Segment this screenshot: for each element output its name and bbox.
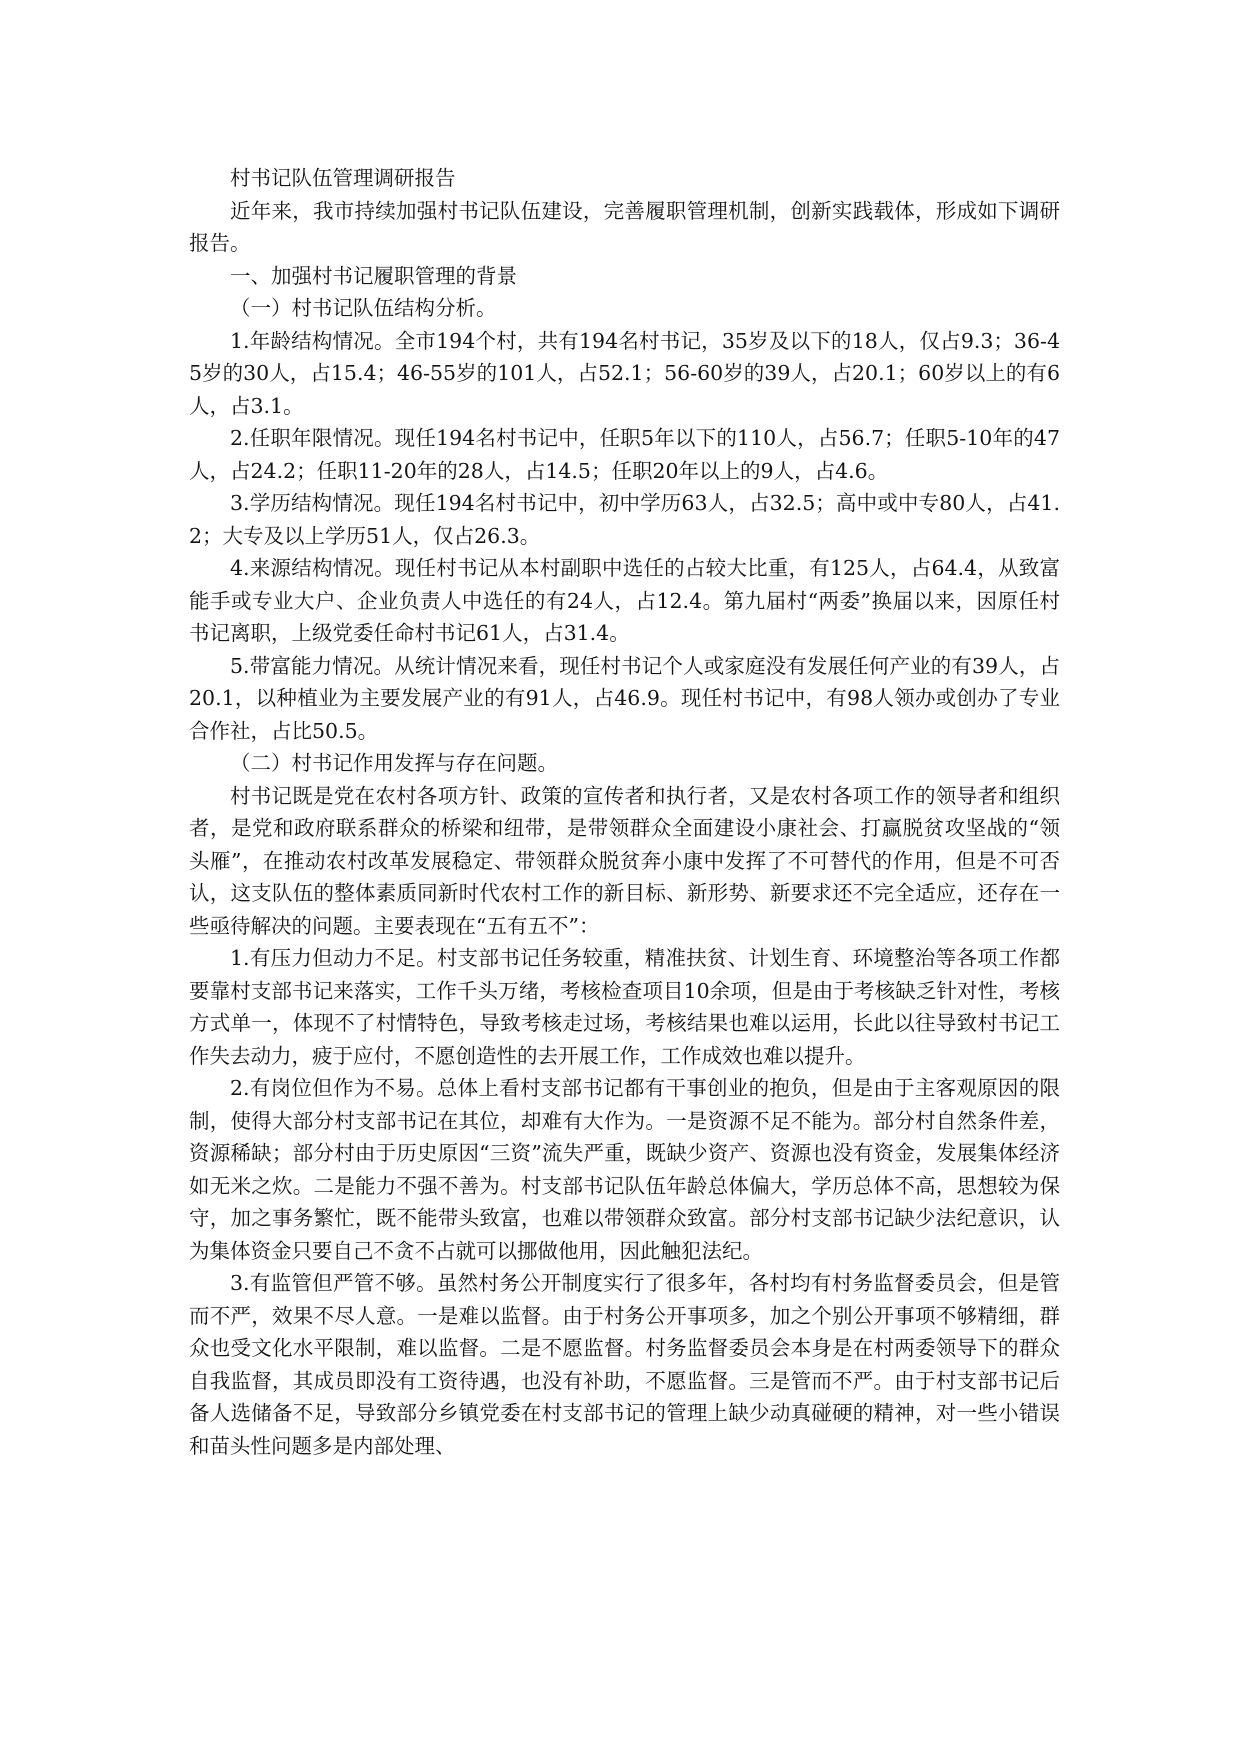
paragraph-problem-3: 3.有监管但严管不够。虽然村务公开制度实行了很多年，各村均有村务监督委员会，但是管而不严，效果不尽人意。一是难以监督。由于村务公开事项多，加之个别公开事项不够精细，群众也受文化水平限制，难以监督。二是不愿监督。村务监督委员会本身是在村两委领导下的群众自我监督，其成员即没有工资待遇，也没有补助，不愿监督。三是管而不严。由于村支部书记后备人选储备不足，导致部分乡镇党委在村支部书记的管理上缺少动真碰硬的精神，对一些小错误和苗头性问题多是内部处理、 — [189, 1271, 1060, 1458]
subsection-heading-structure: （一）村书记队伍结构分析。 — [230, 296, 497, 320]
subsection-heading-problems: （二）村书记作用发挥与存在问题。 — [230, 751, 558, 775]
paragraph-role: 村书记既是党在农村各项方针、政策的宣传者和执行者，又是农村各项工作的领导者和组织者，是党和政府联系群众的桥梁和纽带，是带领群众全面建设小康社会、打赢脱贫攻坚战的“领头雁”，在推动农村改革发展稳定、带领群众脱贫奔小康中发挥了不可替代的作用，但是不可否认，这支队伍的整体素质同新时代农村工作的新目标、新形势、新要求还不完全适应，还存在一些亟待解决的问题。主要表现在“五有五不”： — [189, 783, 1060, 938]
paragraph-intro: 近年来，我市持续加强村书记队伍建设，完善履职管理机制，创新实践载体，形成如下调研报告。 — [189, 198, 1060, 255]
paragraph-wealth-ability: 5.带富能力情况。从统计情况来看，现任村书记个人或家庭没有发展任何产业的有39人，占20.1，以种植业为主要发展产业的有91人，占46.9。现任村书记中，有98人领办或创办了专业合作社，占比50.5。 — [189, 653, 1060, 743]
paragraph-education: 3.学历结构情况。现任194名村书记中，初中学历63人，占32.5；高中或中专80人，占41.2；大专及以上学历51人，仅占26.3。 — [189, 491, 1060, 548]
document-page — [189, 162, 1060, 1462]
paragraph-problem-2: 2.有岗位但作为不易。总体上看村支部书记都有干事创业的抱负，但是由于主客观原因的限制，使得大部分村支部书记在其位，却难有大作为。一是资源不足不能为。部分村自然条件差，资源稀缺；部分村由于历史原因“三资”流失严重，既缺少资产、资源也没有资金，发展集体经济如无米之炊。二是能力不强不善为。村支部书记队伍年龄总体偏大，学历总体不高，思想较为保守，加之事务繁忙，既不能带头致富，也难以带领群众致富。部分村支部书记缺少法纪意识，认为集体资金只要自己不贪不占就可以挪做他用，因此触犯法纪。 — [189, 1076, 1060, 1263]
paragraph-age-structure: 1.年龄结构情况。全市194个村，共有194名村书记，35岁及以下的18人，仅占9.3；36-45岁的30人，占15.4；46-55岁的101人，占52.1；56-60岁的39人，占20.1；60岁以上的有6人，占3.1。 — [189, 328, 1060, 418]
paragraph-source: 4.来源结构情况。现任村书记从本村副职中选任的占较大比重，有125人，占64.4，从致富能手或专业大户、企业负责人中选任的有24人，占12.4。第九届村“两委”换届以来，因原任村书记离职，上级党委任命村书记61人，占31.4。 — [189, 556, 1060, 645]
section-heading-background: 一、加强村书记履职管理的背景 — [230, 263, 517, 288]
paragraph-problem-1: 1.有压力但动力不足。村支部书记任务较重，精准扶贫、计划生育、环境整治等各项工作都要靠村支部书记来落实，工作千头万绪，考核检查项目10余项，但是由于考核缺乏针对性，考核方式单一，体现不了村情特色，导致考核走过场，考核结果也难以运用，长此以往导致村书记工作失去动力，疲于应付，不愿创造性的去开展工作，工作成效也难以提升。 — [189, 946, 1060, 1068]
document-title: 村书记队伍管理调研报告 — [230, 166, 456, 190]
paragraph-tenure: 2.任职年限情况。现任194名村书记中，任职5年以下的110人，占56.7；任职5-10年的47人，占24.2；任职11-20年的28人，占14.5；任职20年以上的9人，占4.6。 — [189, 426, 1060, 483]
